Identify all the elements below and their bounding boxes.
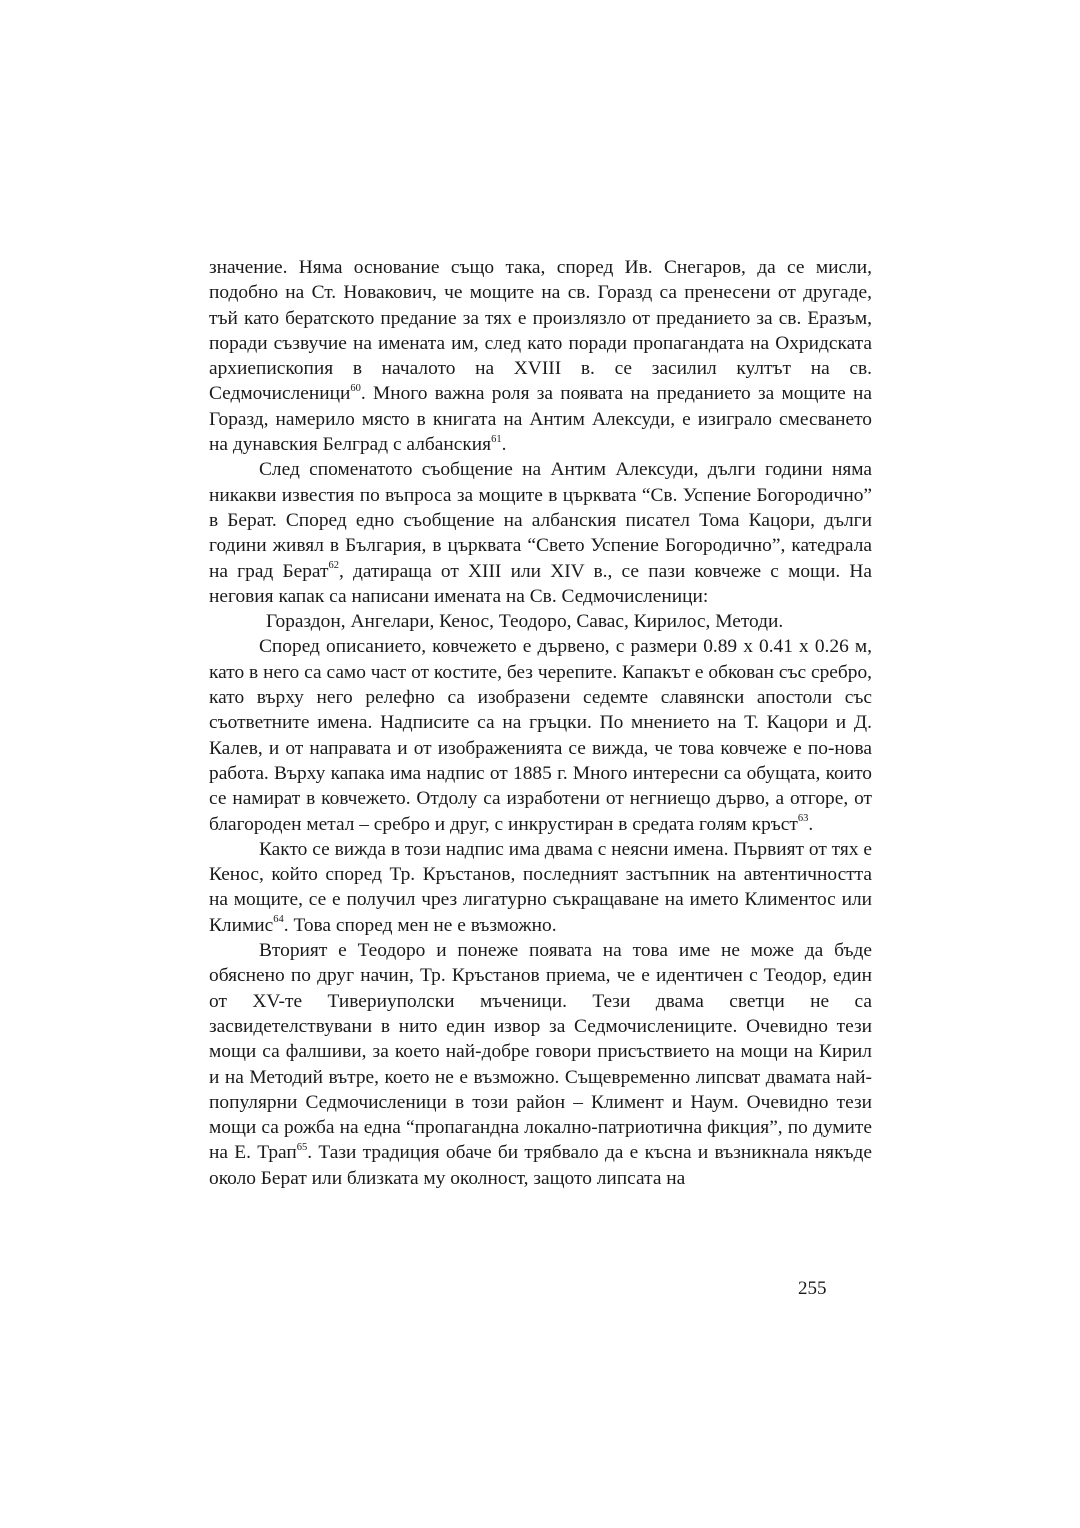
paragraph-text: Както се вижда в този надпис има двама с неясни имена. Първият от тях е Кенос, който според Тр. Кръстанов, последният застъпник на автентичността на мощите, се е получил чрез лигатурно съкращаване на името Климентос или Климис — [209, 838, 872, 936]
paragraph-p5 — [209, 837, 872, 938]
footnote-ref: 63 — [797, 813, 809, 825]
paragraph-p4 — [209, 634, 872, 836]
paragraph-text: След споменатото съобщение на Антим Алексуди, дълги години няма никакви известия по въпроса за мощите в църквата “Св. Успение Богородично” в Берат. Според едно съобщение на албанския писател Тома Кацори, дълги години живял в България, в църквата “Свето Успение Богородично”, катедрала на град Берат — [209, 459, 872, 582]
paragraph-text: Вторият е Теодоро и понеже появата на това име не може да бъде обяснено по друг начин, Тр. Кръстанов приема, че е идентичен с Теодор, един от XV-те Тивериуполски мъченици. Тези двама светци не са засвидетелствувани в нито един извор за Седмочислениците. Очевидно тези мощи са фалшиви, за което най-добре говори присъствието на мощи на Кирил и на Методий вътре, което не е възможно. Същевременно липсват двамата най-популярни Седмочисленици в този район – Климент и Наум. Очевидно тези мощи са рожба на една “пропагандна локално-патриотична фикция”, по думите на Е. Трап — [209, 940, 872, 1164]
paragraph-text: значение. Няма основание също така, според Ив. Снегаров, да се мисли, подобно на Ст. Новакович, че мощите на св. Горазд са пренесени от другаде, тъй като бератското предание за тях е произлязло от преданието за св. Еразъм, поради съзвучие на имената им, след като поради пропагандата на Охридската архиепископия в началото на XVIII в. се засилил култът на св. Седмочисленици — [209, 257, 872, 405]
paragraph-text: . — [501, 434, 507, 456]
paragraph-text: , датираща от XIII или XIV в., се пази ковчеже с мощи. На неговия капак са написани имената на Св. Седмочисленици: — [209, 560, 872, 607]
paragraph-p3 — [209, 609, 872, 634]
paragraph-text: . Тази традиция обаче би трябвало да е късна и възникнала някъде около Берат или близката му околност, защото липсата на — [209, 1142, 873, 1189]
page-body — [209, 255, 872, 1191]
footnote-ref: 65 — [296, 1141, 308, 1153]
footnote-ref: 61 — [491, 433, 502, 445]
paragraph-text: . Това според мен не е възможно. — [283, 914, 557, 936]
paragraph-p2 — [209, 457, 872, 609]
paragraph-text: Гораздон, Ангелари, Кенос, Теодоро, Савас, Кирилос, Методи. — [266, 611, 784, 633]
paragraph-text: Според описанието, ковчежето е дървено, с размери 0.89 х 0.41 х 0.26 м, като в него са само част от костите, без черепите. Капакът е обкован със сребро, като върху него релефно са изобразени седемте славянски апостоли със съответните имена. Надписите са на гръцки. По мнението на Т. Кацори и Д. Калев, и от направата и от изображенията се вижда, че това ковчеже е по-нова работа. Върху капака има надпис от 1885 г. Много интересни са обущата, които се намират в ковчежето. Отдолу са изработени от негниещо дърво, а отгоре, от благороден метал – сребро и друг, с инкрустиран в средата голям кръст — [209, 636, 872, 835]
paragraph-text: . Много важна роля за появата на преданието за мощите на Горазд, намерило място в книгата на Антим Алексуди, е изиграло смесването на дунавския Белград с албанския — [209, 383, 872, 456]
paragraph-p1 — [209, 255, 872, 457]
footnote-ref: 62 — [328, 560, 340, 572]
paragraph-text: . — [808, 813, 814, 835]
footnote-ref: 60 — [350, 383, 361, 395]
page-number: 255 — [798, 1278, 827, 1299]
footnote-ref: 64 — [273, 914, 284, 926]
paragraph-p6 — [209, 938, 872, 1191]
